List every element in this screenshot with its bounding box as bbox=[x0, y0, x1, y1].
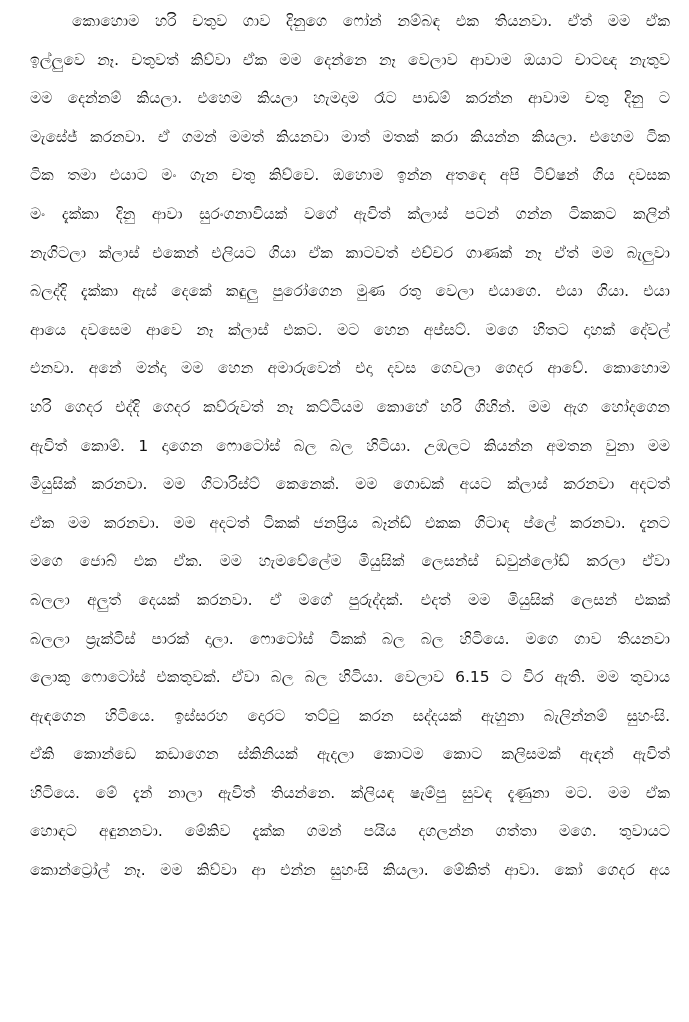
text-line: මියුසික් කරනවා. මම ගිටාරිස්ට් කෙනෙක්. මම ගොඩක් අයට ක්ලාස් කරනවා අදටත් bbox=[30, 475, 670, 494]
text-line: කොහොම හරි චතුව ගාව දිනුගෙ ෆෝන් නම්බඳ එක තියනවා. ඒත් මම ඒක bbox=[72, 12, 670, 30]
text-line: ඇඳගෙන හිටියෙ. ඉස්සරහ දොරට තට්ටු කරන සද්දයක් ඇහුනා බැලින්නම් සුහංසි. bbox=[30, 706, 670, 725]
text-line: බලලා අලුත් දෙයක් කරනවා. ඒ මගේ පුරුද්දක්. එදත් මම මියුසික් ලෙසන් එකක් bbox=[30, 590, 670, 609]
text-line: මං දැක්කා දිනු ආවා සුරංගනාවියක් වගේ ඇවිත් ක්ලාස් පටන් ගන්න ටිකකට කලින් bbox=[30, 204, 670, 223]
text-line: මැසේජ් කරනවා. ඒ ගමන් මමත් කියනවා මාත් මතක් කරා කියන්න කියලා. එහෙම ටික bbox=[30, 127, 670, 146]
text-line: මගෙ ජොබ් එක ඒක. මම හැමවේලේම මියුසික් ලෙසන්ස් ඩවුන්ලෝඩ් කරලා ඒවා bbox=[30, 552, 670, 571]
text-line: බලලා ප්‍රැක්ටිස් පාරක් දාලා. ෆොටෝස් ටිකක් බල බල හිටියෙ. මගෙ ගාව තියනවා bbox=[30, 629, 670, 648]
text-line: ටික තමා එයාට මං ගැන චතු කිව්වෙ. ඔහොම ඉන්න අතඳෙ අපි ටිව්ෂන් ගිය දවසක bbox=[30, 166, 670, 185]
text-line: නැගිටලා ක්ලාස් එකෙන් එලියට ගියා ඒක කාටවත් එච්චර ගාණක් නෑ ඒත් මම බැලුවා bbox=[30, 243, 670, 262]
text-line: ඒක මම කරනවා. මම අදටත් ටිකක් ජනප්‍රිය බෑන්ඩ් එකක ගිටාඳ ප්ලේ කරනවා. දැනට bbox=[30, 513, 670, 532]
text-line: ඉල්ලුවෙ නෑ. චතුවත් කිව්වා ඒක මම දෙන්නෙ නෑ වෙලාව ආවාම ඔයාට චාටඥ නැතුව bbox=[30, 50, 670, 69]
text-line: ආයෙ දවසෙම ආවෙ නෑ ක්ලාස් එකට. මට හෙන අප්සට්. මගෙ හිතට දාහක් දේවල් bbox=[30, 320, 670, 339]
text-line: ලොකු ෆොටෝස් එකතුවක්. ඒවා බල බල හිටියා. වෙලාව 6.15 ට විර ඇති. මම තුවාය bbox=[30, 668, 670, 687]
body-text bbox=[30, 0, 670, 890]
text-line: හොඳට අඳුනනවා. මේකිව දැක්ක ගමන් පයිය දගලන්න ගත්තා මගෙ. තුවායට bbox=[30, 822, 670, 841]
text-line: මම දෙන්නම් කියලා. එහෙම කියලා හැමදාම රෑට පාඩම් කරන්න ආවාම චතු දිනු ට bbox=[30, 89, 670, 108]
text-line: ඒකි කොන්ඩෙ කඩාගෙන ස්කිනියක් ඇදලා කොටම කොට කලිසමක් ඇඳන් ඇවිත් bbox=[30, 745, 670, 764]
text-line: බලද්දි දැක්කා ඇස් දෙකේ කඳුලු පුරෝගෙන මුණ රතු වෙලා එයාගෙ. එයා ගියා. එයා bbox=[30, 282, 670, 301]
text-line: කොන්ට්‍රෝල් නෑ. මම කිව්වා ආ එන්න සුහංසි කියලා. මේකිත් ආවා. කෝ ගෙදර අය bbox=[30, 861, 670, 880]
text-line: ඇවිත් කොම්. 1 දාගෙන ෆොටෝස් බල බල හිටියා. උඹලට කියන්න අමතන වුනා මම bbox=[30, 436, 670, 455]
text-line: හරි ගෙදර එද්දි ගෙදර කව්රුවත් නෑ කට්ටියම කොහේ හරි ගිහින්. මම ඇග හෝදගෙන bbox=[30, 397, 670, 416]
text-line: එනවා. අනේ මන්දා මම හෙන අමාරුවෙන් එදා දවස ගෙවලා ගෙදර ආවේ. කොහොම bbox=[30, 359, 670, 378]
text-line: හිටියෙ. මේ දැන් නාලා ඇවිත් තියන්නෙ. ක්ලියඳ ෂැම්පු සුවඳ දැණුනා මට. මම ඒක bbox=[30, 783, 670, 802]
